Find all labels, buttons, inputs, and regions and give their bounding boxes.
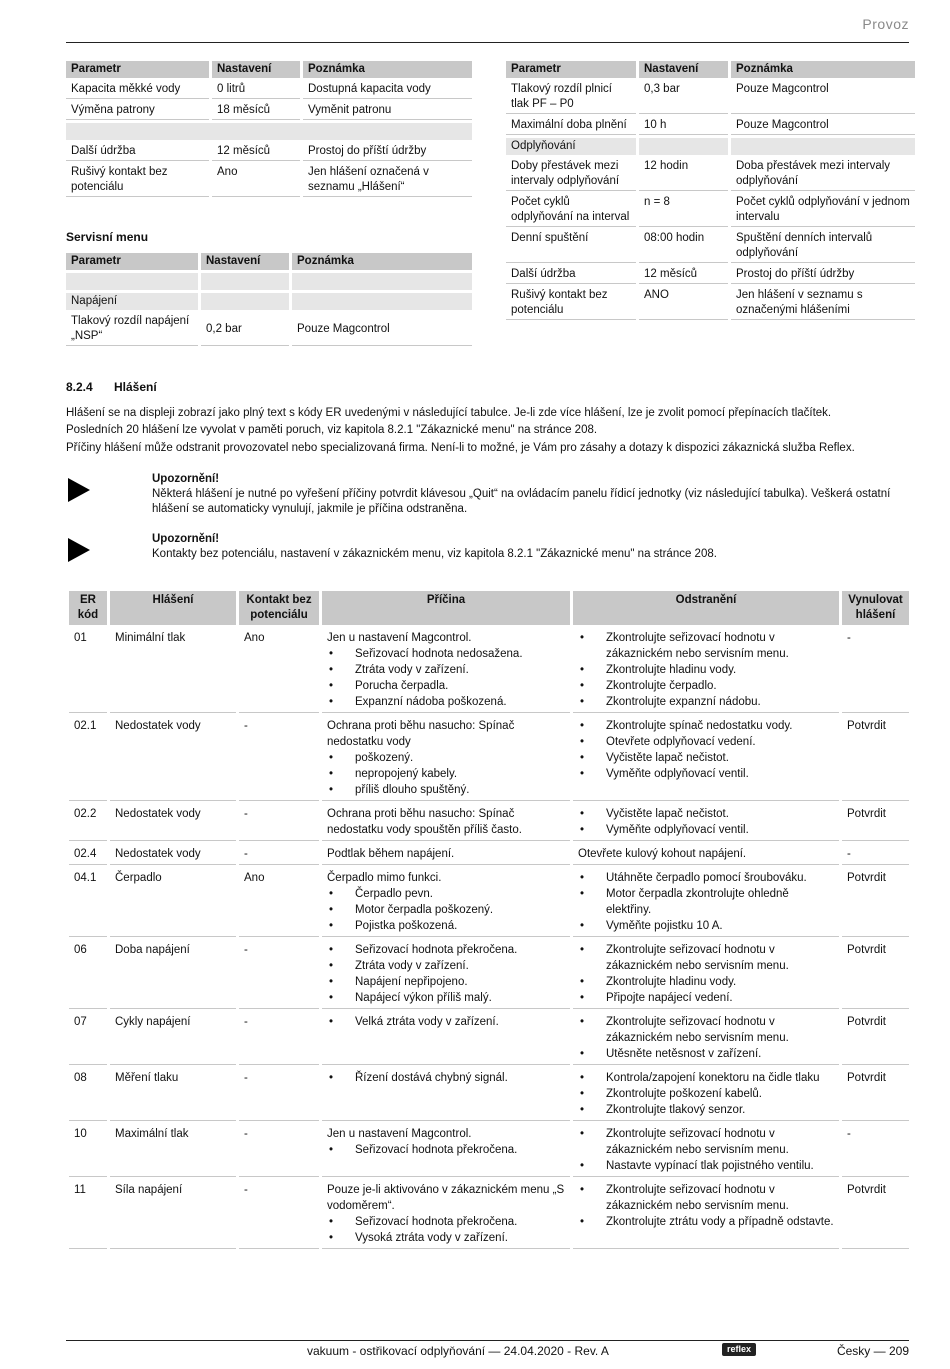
header-cell: Nastavení	[212, 61, 300, 78]
cell-contact: -	[239, 1124, 319, 1177]
cause-list	[327, 886, 565, 934]
cell-code: 10	[69, 1124, 107, 1177]
list-item: • Připojte napájecí vedení.	[578, 990, 834, 1006]
cell-code: 11	[69, 1180, 107, 1249]
table-row	[69, 1012, 909, 1065]
list-item: • příliš dlouho spuštěný.	[327, 782, 565, 798]
list-item: • Porucha čerpadla.	[327, 678, 565, 694]
cell-code: 08	[69, 1068, 107, 1121]
cell-code: 06	[69, 940, 107, 1009]
messages-table	[66, 588, 912, 1252]
cell-code: 04.1	[69, 868, 107, 937]
cell-msg: Nedostatek vody	[110, 716, 236, 801]
table-row: Další údržba 12 měsíců Prostoj do příští údržby	[506, 266, 915, 284]
note-text: Některá hlášení je nutné po vyřešení příčiny potvrdit klávesou „Quit“ na ovládacím panelu řídicí jednotky (viz následující tabulka). Veškerá ostatní hlášení se automaticky vynulují, jakmile je příčina odstraněna.	[152, 488, 891, 515]
cell-reset: Potvrdit	[842, 1180, 909, 1249]
note-title: Upozornění!	[152, 473, 220, 485]
cell-contact: Ano	[239, 628, 319, 713]
table-row: Počet cyklů odplyňování na interval n = 8 Počet cyklů odplyňování v jednom intervalu	[506, 194, 915, 227]
table-row-blank	[66, 123, 472, 140]
table-row	[69, 868, 909, 937]
table-header-row: Parametr Nastavení Poznámka	[66, 253, 472, 270]
table-row	[69, 1124, 909, 1177]
table-row: Denní spuštění 08:00 hodin Spuštění denních intervalů odplyňování	[506, 230, 915, 263]
list-item: • Seřizovací hodnota překročena.	[327, 1142, 565, 1158]
service-menu-table	[63, 250, 475, 349]
fix-list	[578, 630, 834, 710]
cell-code: 02.1	[69, 716, 107, 801]
fix-list	[578, 942, 834, 1006]
header-cell: Hlášení	[110, 591, 236, 625]
cell-fix	[573, 1180, 839, 1249]
list-item: • Řízení dostává chybný signál.	[327, 1070, 565, 1086]
list-item: • Zkontrolujte hladinu vody.	[578, 662, 834, 678]
table-header-row	[69, 591, 909, 625]
play-arrow-icon	[68, 478, 90, 502]
list-item: • Motor čerpadla zkontrolujte ohledně elektřiny.	[578, 886, 834, 918]
cell-fix	[573, 716, 839, 801]
cause-intro: Jen u nastavení Magcontrol.	[327, 1128, 472, 1140]
list-item: • Seřizovací hodnota nedosažena.	[327, 646, 565, 662]
cell-contact: -	[239, 716, 319, 801]
cell-reset: -	[842, 628, 909, 713]
list-item: • Zkontrolujte ztrátu vody a případně odstavte.	[578, 1214, 834, 1230]
header-cell: Vynulovat hlášení	[842, 591, 909, 625]
play-arrow-icon	[68, 538, 90, 562]
table-row: Maximální doba plnění 10 h Pouze Magcontrol	[506, 117, 915, 135]
footer-page-number: Česky — 209	[836, 1344, 909, 1358]
list-item: • Utěsněte netěsnost v zařízení.	[578, 1046, 834, 1062]
cause-list	[327, 1070, 565, 1086]
section-number: 8.2.4	[66, 380, 93, 394]
cell-msg: Maximální tlak	[110, 1124, 236, 1177]
cell-contact: -	[239, 940, 319, 1009]
list-item: • Vyčistěte lapač nečistot.	[578, 806, 834, 822]
cell-code: 02.2	[69, 804, 107, 841]
list-item: • Motor čerpadla poškozený.	[327, 902, 565, 918]
list-item: • Napájení nepřipojeno.	[327, 974, 565, 990]
cause-list	[327, 750, 565, 798]
header-section-label: Provoz	[862, 16, 909, 32]
list-item: • Zkontrolujte seřizovací hodnotu v zákaznickém nebo servisním menu.	[578, 942, 834, 974]
cell-code: 02.4	[69, 844, 107, 865]
list-item: • Zkontrolujte čerpadlo.	[578, 678, 834, 694]
cell-contact: Ano	[239, 868, 319, 937]
paragraph: Hlášení se na displeji zobrazí jako plný text s kódy ER uvedenými v následující tabulce. Je-li zde více hlášení, lze je zvolit pomocí přepínacích tlačítek.	[66, 407, 832, 419]
section-title: Hlášení	[114, 380, 157, 394]
header-cell: Parametr	[66, 61, 209, 78]
cell-reset: -	[842, 844, 909, 865]
fix-intro: Otevřete kulový kohout napájení.	[578, 848, 747, 860]
cell-cause	[322, 868, 570, 937]
cell-cause	[322, 1068, 570, 1121]
list-item: • Utáhněte čerpadlo pomocí šroubováku.	[578, 870, 834, 886]
cell-contact: -	[239, 1180, 319, 1249]
cell-cause	[322, 628, 570, 713]
cell-fix	[573, 1012, 839, 1065]
cell-contact: -	[239, 1068, 319, 1121]
table-row	[69, 1180, 909, 1249]
cell-reset: -	[842, 1124, 909, 1177]
list-item: • Pojistka poškozená.	[327, 918, 565, 934]
fix-list	[578, 870, 834, 934]
table-row-blank	[66, 273, 472, 290]
fix-list	[578, 1126, 834, 1174]
cell-cause	[322, 716, 570, 801]
cell-contact: -	[239, 1012, 319, 1065]
note-text: Kontakty bez potenciálu, nastavení v zákaznickém menu, viz kapitola 8.2.1 "Zákaznické menu" na stránce 208.	[152, 548, 717, 560]
cause-intro: Čerpadlo mimo funkci.	[327, 872, 442, 884]
cause-intro: Pouze je-li aktivováno v zákaznickém menu „S vodoměrem“.	[327, 1184, 565, 1212]
table-row	[69, 716, 909, 801]
table-row	[69, 1068, 909, 1121]
cell-fix	[573, 1124, 839, 1177]
left-parameter-table	[63, 58, 475, 200]
cell-contact: -	[239, 844, 319, 865]
cell-cause	[322, 940, 570, 1009]
cell-fix	[573, 844, 839, 865]
cell-msg: Čerpadlo	[110, 868, 236, 937]
note-title: Upozornění!	[152, 533, 220, 545]
service-menu-title: Servisní menu	[66, 230, 149, 244]
reflex-logo: reflex	[722, 1343, 756, 1356]
table-row: Tlakový rozdíl plnicí tlak PF – P0 0,3 bar Pouze Magcontrol	[506, 81, 915, 114]
table-row: Kapacita měkké vody 0 litrů Dostupná kapacita vody	[66, 81, 472, 99]
list-item: • Otevřete odplyňovací vedení.	[578, 734, 834, 750]
cell-msg: Nedostatek vody	[110, 804, 236, 841]
cell-msg: Minimální tlak	[110, 628, 236, 713]
list-item: • Vyměňte pojistku 10 A.	[578, 918, 834, 934]
header-cell: Kontakt bez potenciálu	[239, 591, 319, 625]
fix-list	[578, 718, 834, 782]
section-heading	[66, 380, 157, 394]
list-item: • poškozený.	[327, 750, 565, 766]
list-item: • Seřizovací hodnota překročena.	[327, 942, 565, 958]
table-row: Rušivý kontakt bez potenciálu ANO Jen hlášení v seznamu s označenými hlášeními	[506, 287, 915, 320]
cause-list	[327, 1142, 565, 1158]
table-row	[69, 844, 909, 865]
fix-list	[578, 806, 834, 838]
cause-intro: Ochrana proti běhu nasucho: Spínač nedostatku vody spouštěn příliš často.	[327, 808, 522, 836]
table-row: Odplyňování	[506, 138, 915, 155]
table-row: Další údržba 12 měsíců Prostoj do příští údržby	[66, 143, 472, 161]
list-item: • Vyměňte odplyňovací ventil.	[578, 822, 834, 838]
cell-fix	[573, 628, 839, 713]
table-header-row	[66, 61, 472, 78]
list-item: • Zkontrolujte seřizovací hodnotu v zákaznickém nebo servisním menu.	[578, 1182, 834, 1214]
fix-list	[578, 1070, 834, 1118]
header-cell: Poznámka	[303, 61, 472, 78]
cell-code: 01	[69, 628, 107, 713]
cell-cause	[322, 1124, 570, 1177]
cell-reset: Potvrdit	[842, 868, 909, 937]
header-cell: Příčina	[322, 591, 570, 625]
footer-doc-info: vakuum - ostřikovací odplyňování — 24.04.2020 - Rev. A	[307, 1344, 609, 1358]
list-item: • Zkontrolujte spínač nedostatku vody.	[578, 718, 834, 734]
list-item: • Vyměňte odplyňovací ventil.	[578, 766, 834, 782]
table-row: Doby přestávek mezi intervaly odplyňování 12 hodin Doba přestávek mezi intervaly odplyňování	[506, 158, 915, 191]
note	[152, 472, 912, 517]
table-header-row: Parametr Nastavení Poznámka	[506, 61, 915, 78]
cause-intro: Ochrana proti běhu nasucho: Spínač nedostatku vody	[327, 720, 515, 748]
list-item: • Zkontrolujte hladinu vody.	[578, 974, 834, 990]
cell-fix	[573, 804, 839, 841]
list-item: • Seřizovací hodnota překročena.	[327, 1214, 565, 1230]
list-item: • Zkontrolujte expanzní nádobu.	[578, 694, 834, 710]
cell-fix	[573, 868, 839, 937]
cause-list	[327, 942, 565, 1006]
cell-reset: Potvrdit	[842, 1012, 909, 1065]
list-item: • Zkontrolujte seřizovací hodnotu v zákaznickém nebo servisním menu.	[578, 1014, 834, 1046]
cell-reset: Potvrdit	[842, 804, 909, 841]
cell-cause	[322, 804, 570, 841]
list-item: • Zkontrolujte seřizovací hodnotu v zákaznickém nebo servisním menu.	[578, 1126, 834, 1158]
table-row: Tlakový rozdíl napájení „NSP“ 0,2 bar Pouze Magcontrol	[66, 313, 472, 346]
list-item: • Nastavte vypínací tlak pojistného ventilu.	[578, 1158, 834, 1174]
cell-reset: Potvrdit	[842, 1068, 909, 1121]
cause-list	[327, 1014, 565, 1030]
list-item: • Velká ztráta vody v zařízení.	[327, 1014, 565, 1030]
list-item: • Zkontrolujte seřizovací hodnotu v zákaznickém nebo servisním menu.	[578, 630, 834, 662]
cell-msg: Doba napájení	[110, 940, 236, 1009]
cell-code: 07	[69, 1012, 107, 1065]
list-item: • nepropojený kabely.	[327, 766, 565, 782]
header-rule	[66, 42, 909, 43]
cell-reset: Potvrdit	[842, 940, 909, 1009]
paragraph: Příčiny hlášení může odstranit provozovatel nebo specializovaná firma. Není-li to možné, je Vám pro zásahy a dotazy k dispozici zákaznická služba Reflex.	[66, 442, 855, 454]
list-item: • Vysoká ztráta vody v zařízení.	[327, 1230, 565, 1246]
paragraph: Posledních 20 hlášení lze vyvolat v paměti poruch, viz kapitola 8.2.1 "Zákaznické menu" na stránce 208.	[66, 424, 598, 436]
table-row: Rušivý kontakt bez potenciálu Ano Jen hlášení označená v seznamu „Hlášení“	[66, 164, 472, 197]
cell-cause	[322, 1180, 570, 1249]
right-parameter-table	[503, 58, 918, 323]
cause-list	[327, 646, 565, 710]
table-row: Výměna patrony 18 měsíců Vyměnit patronu	[66, 102, 472, 120]
list-item: • Ztráta vody v zařízení.	[327, 662, 565, 678]
cell-cause	[322, 1012, 570, 1065]
cell-contact: -	[239, 804, 319, 841]
cell-cause	[322, 844, 570, 865]
table-row	[69, 804, 909, 841]
fix-list	[578, 1182, 834, 1230]
list-item: • Zkontrolujte poškození kabelů.	[578, 1086, 834, 1102]
fix-list	[578, 1014, 834, 1062]
footer-rule	[66, 1340, 909, 1341]
list-item: • Kontrola/zapojení konektoru na čidle tlaku	[578, 1070, 834, 1086]
note	[152, 532, 912, 562]
cause-intro: Jen u nastavení Magcontrol.	[327, 632, 472, 644]
cause-intro: Podtlak během napájení.	[327, 848, 455, 860]
cell-reset: Potvrdit	[842, 716, 909, 801]
list-item: • Vyčistěte lapač nečistot.	[578, 750, 834, 766]
list-item: • Čerpadlo pevn.	[327, 886, 565, 902]
table-row	[69, 628, 909, 713]
cause-list	[327, 1214, 565, 1246]
table-row: Napájení	[66, 293, 472, 310]
table-row	[69, 940, 909, 1009]
cell-fix	[573, 940, 839, 1009]
list-item: • Expanzní nádoba poškozená.	[327, 694, 565, 710]
list-item: • Ztráta vody v zařízení.	[327, 958, 565, 974]
cell-msg: Nedostatek vody	[110, 844, 236, 865]
list-item: • Zkontrolujte tlakový senzor.	[578, 1102, 834, 1118]
cell-msg: Síla napájení	[110, 1180, 236, 1249]
cell-fix	[573, 1068, 839, 1121]
list-item: • Napájecí výkon příliš malý.	[327, 990, 565, 1006]
header-cell: Odstranění	[573, 591, 839, 625]
cell-msg: Cykly napájení	[110, 1012, 236, 1065]
header-cell: ER kód	[69, 591, 107, 625]
cell-msg: Měření tlaku	[110, 1068, 236, 1121]
